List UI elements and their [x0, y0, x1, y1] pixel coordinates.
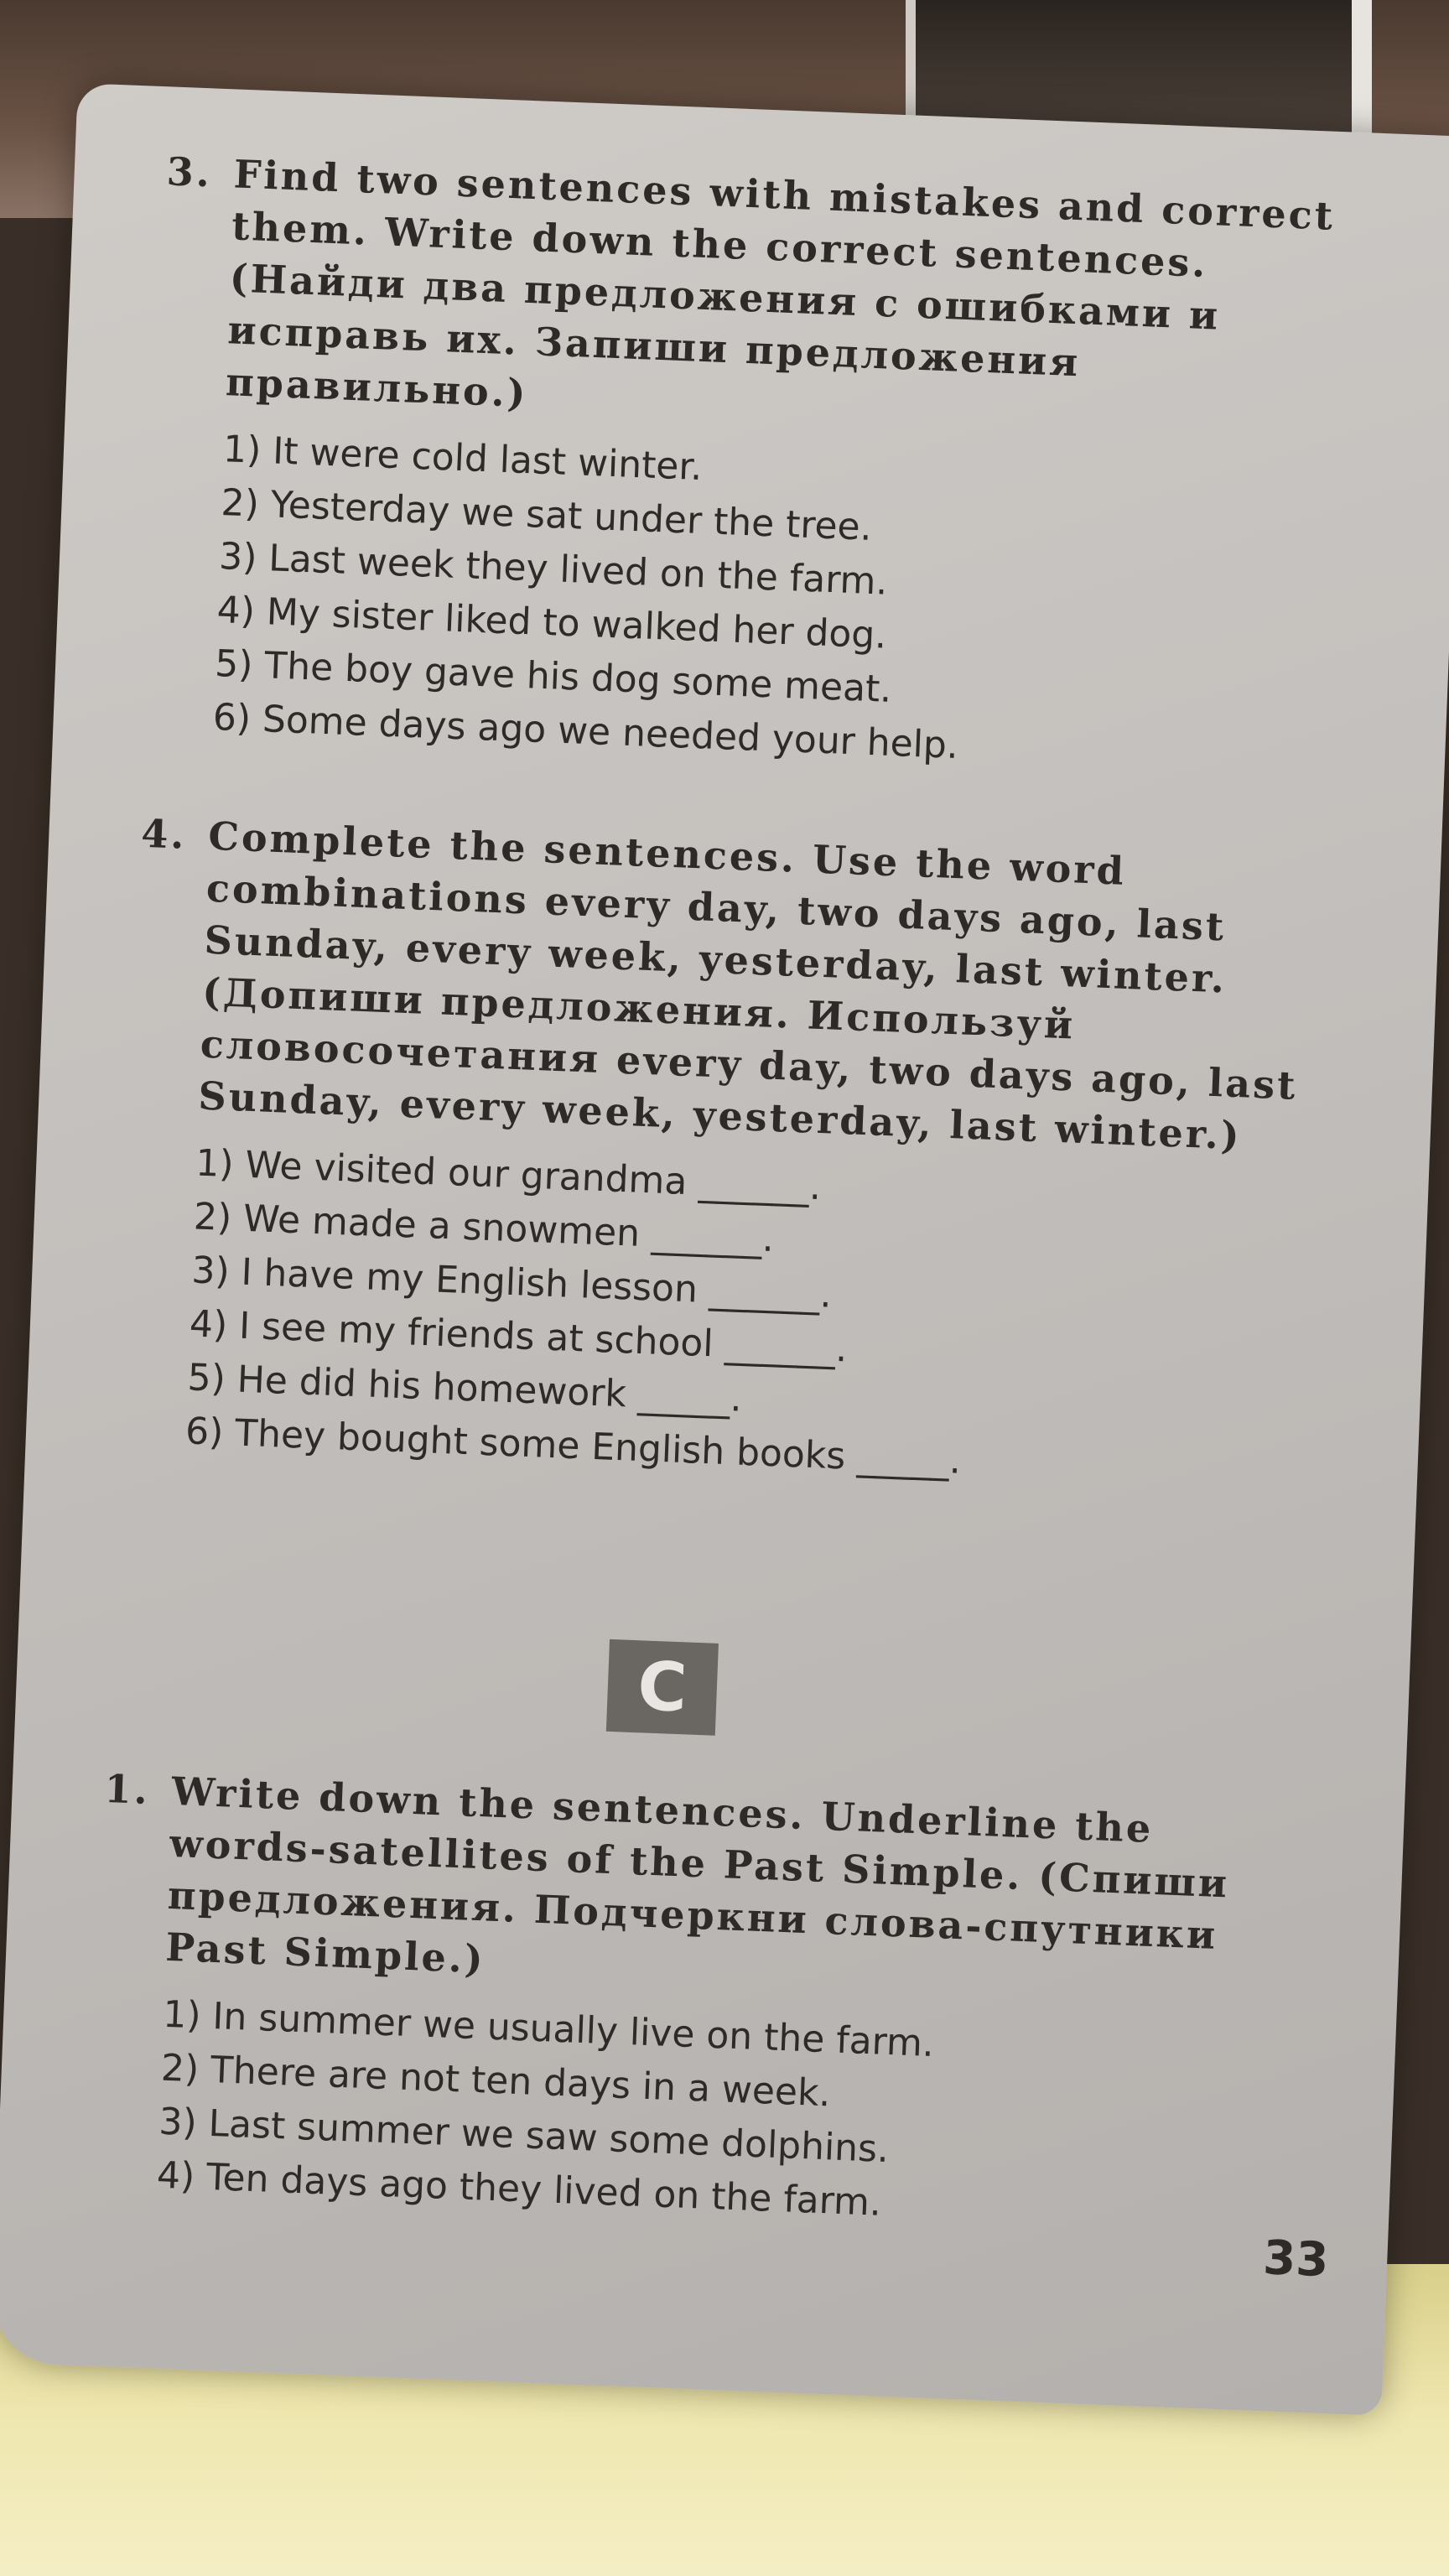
- exercise-4: [117, 808, 1366, 1503]
- list-item: 3) Last week they lived on the farm.: [218, 535, 889, 604]
- exercise-number: 4.: [140, 810, 188, 858]
- exercise-instruction: Write down the sentences. Underline the words-satellites of the Past Simple. (Спиши предложения. Подчеркни слова-спутники Past Simple.): [164, 1768, 1230, 1982]
- sentence-list: [184, 1137, 1353, 1504]
- list-item: 3) Last summer we saw some dolphins.: [158, 2100, 890, 2172]
- exercise-c1: [89, 1763, 1329, 2247]
- exercise-instruction: Complete the sentences. Use the word combinations every day, two days ago, last Sunday, every week, yesterday, last winter. (Допиши предложения. Используй словосочетания every day, two days ago, last Sunday, every week, yesterday, last winter.): [197, 813, 1299, 1159]
- page-number: 33: [1262, 2231, 1330, 2288]
- list-item: 2) We made a snowmen ______.: [193, 1195, 775, 1261]
- list-item: 6) They bought some English books _____.: [184, 1410, 963, 1483]
- exercise-3: [145, 145, 1391, 789]
- exercise-number: 3.: [165, 148, 213, 196]
- textbook-page: [0, 83, 1449, 2416]
- list-item: 3) I have my English lesson ______.: [190, 1249, 833, 1317]
- list-item: 5) The boy gave his dog some meat.: [214, 641, 893, 711]
- list-item: 4) I see my friends at school ______.: [189, 1302, 849, 1371]
- list-item: 1) In summer we usually live on the farm.: [162, 1992, 935, 2066]
- sentence-list: [156, 1988, 1321, 2247]
- section-badge: C: [606, 1639, 719, 1736]
- list-item: 1) We visited our grandma ______.: [195, 1141, 823, 1209]
- list-item: 4) Ten days ago they lived on the farm.: [156, 2153, 882, 2225]
- list-item: 5) He did his homework _____.: [186, 1356, 743, 1420]
- list-item: 2) Yesterday we sat under the tree.: [220, 481, 873, 549]
- exercise-instruction: Find two sentences with mistakes and correct them. Write down the correct sentences. (Найди два предложения с ошибками и исправь их. Запиши предложения правильно.): [225, 151, 1336, 416]
- list-item: 2) There are not ten days in a week.: [160, 2046, 832, 2116]
- exercise-number: 1.: [103, 1765, 151, 1813]
- list-item: 6) Some days ago we needed your help.: [211, 695, 959, 768]
- list-item: 4) My sister liked to walked her dog.: [216, 588, 888, 657]
- sentence-list: [212, 423, 1381, 789]
- list-item: 1) It were cold last winter.: [222, 428, 704, 490]
